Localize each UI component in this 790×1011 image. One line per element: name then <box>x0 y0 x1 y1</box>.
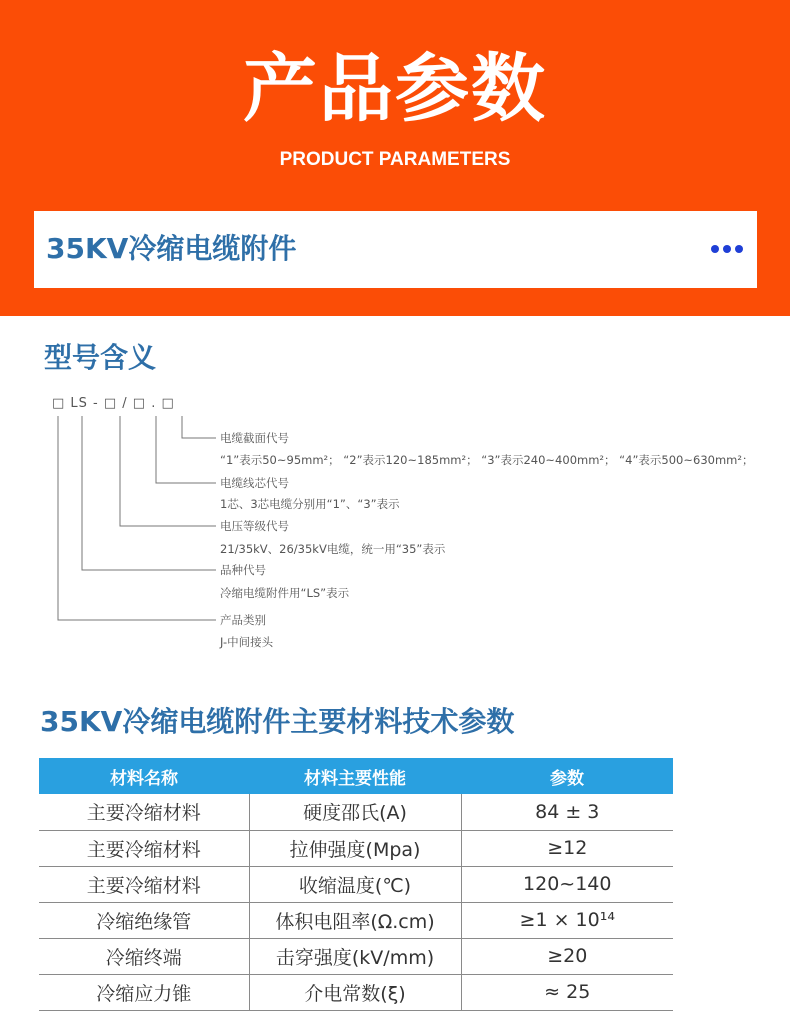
header-banner <box>0 0 790 316</box>
cell-material: 冷缩绝缘管 <box>39 902 249 938</box>
table-header-row <box>39 758 673 794</box>
diagram-desc-1: “1”表示50~95mm²； “2”表示120~185mm²； “3”表示240~400mm²； “4”表示500~630mm²； <box>220 453 754 467</box>
banner-title: 产品参数 <box>243 46 547 132</box>
cell-material: 主要冷缩材料 <box>39 830 249 866</box>
table-row <box>39 974 673 1010</box>
diagram-desc-2: 1芯、3芯电缆分别用“1”、“3”表示 <box>220 497 400 511</box>
header-material-name: 材料名称 <box>39 758 249 794</box>
diagram-desc-4: 冷缩电缆附件用“LS”表示 <box>220 586 350 600</box>
cell-material: 冷缩应力锥 <box>39 974 249 1010</box>
cell-property: 介电常数(ξ) <box>249 974 461 1010</box>
cell-property: 拉伸强度(Mpa) <box>249 830 461 866</box>
diagram-label-2: 电缆线芯代号 <box>220 476 289 490</box>
cell-property: 体积电阻率(Ω.cm) <box>249 902 461 938</box>
cell-value: 120~140 <box>461 866 673 902</box>
cell-value: ≥12 <box>461 830 673 866</box>
table-row <box>39 830 673 866</box>
header-parameter: 参数 <box>461 758 673 794</box>
diagram-label-4: 品种代号 <box>220 563 266 577</box>
cell-value: ≈ 25 <box>461 974 673 1010</box>
params-table <box>39 758 673 1011</box>
params-section-title: 35KV冷缩电缆附件主要材料技术参数 <box>40 705 515 738</box>
table-row <box>39 866 673 902</box>
model-section-title: 型号含义 <box>44 341 157 374</box>
banner-subtitle: PRODUCT PARAMETERS <box>279 149 511 170</box>
cell-material: 冷缩终端 <box>39 938 249 974</box>
cell-property: 硬度邵氏(A) <box>249 794 461 830</box>
model-diagram <box>46 390 786 660</box>
diagram-label-3: 电压等级代号 <box>220 519 289 533</box>
table-row <box>39 902 673 938</box>
model-code: □ LS - □ / □ . □ <box>52 396 175 411</box>
header-material-property: 材料主要性能 <box>249 758 461 794</box>
cell-material: 主要冷缩材料 <box>39 866 249 902</box>
product-name: 35KV冷缩电缆附件 <box>46 232 297 265</box>
cell-property: 击穿强度(kV/mm) <box>249 938 461 974</box>
diagram-desc-3: 21/35kV、26/35kV电缆，统一用“35”表示 <box>220 542 446 556</box>
cell-property: 收缩温度(℃) <box>249 866 461 902</box>
diagram-label-5: 产品类别 <box>220 613 266 627</box>
product-box <box>34 211 757 288</box>
cell-value: 84 ± 3 <box>461 794 673 830</box>
table-row <box>39 938 673 974</box>
diagram-label-1: 电缆截面代号 <box>220 431 289 445</box>
cell-value: ≥20 <box>461 938 673 974</box>
cell-material: 主要冷缩材料 <box>39 794 249 830</box>
diagram-lines <box>46 390 786 660</box>
cell-value: ≥1 × 10¹⁴ <box>461 902 673 938</box>
more-dots-icon[interactable] <box>711 244 743 254</box>
table-row <box>39 794 673 830</box>
diagram-desc-5: J-中间接头 <box>220 635 274 649</box>
